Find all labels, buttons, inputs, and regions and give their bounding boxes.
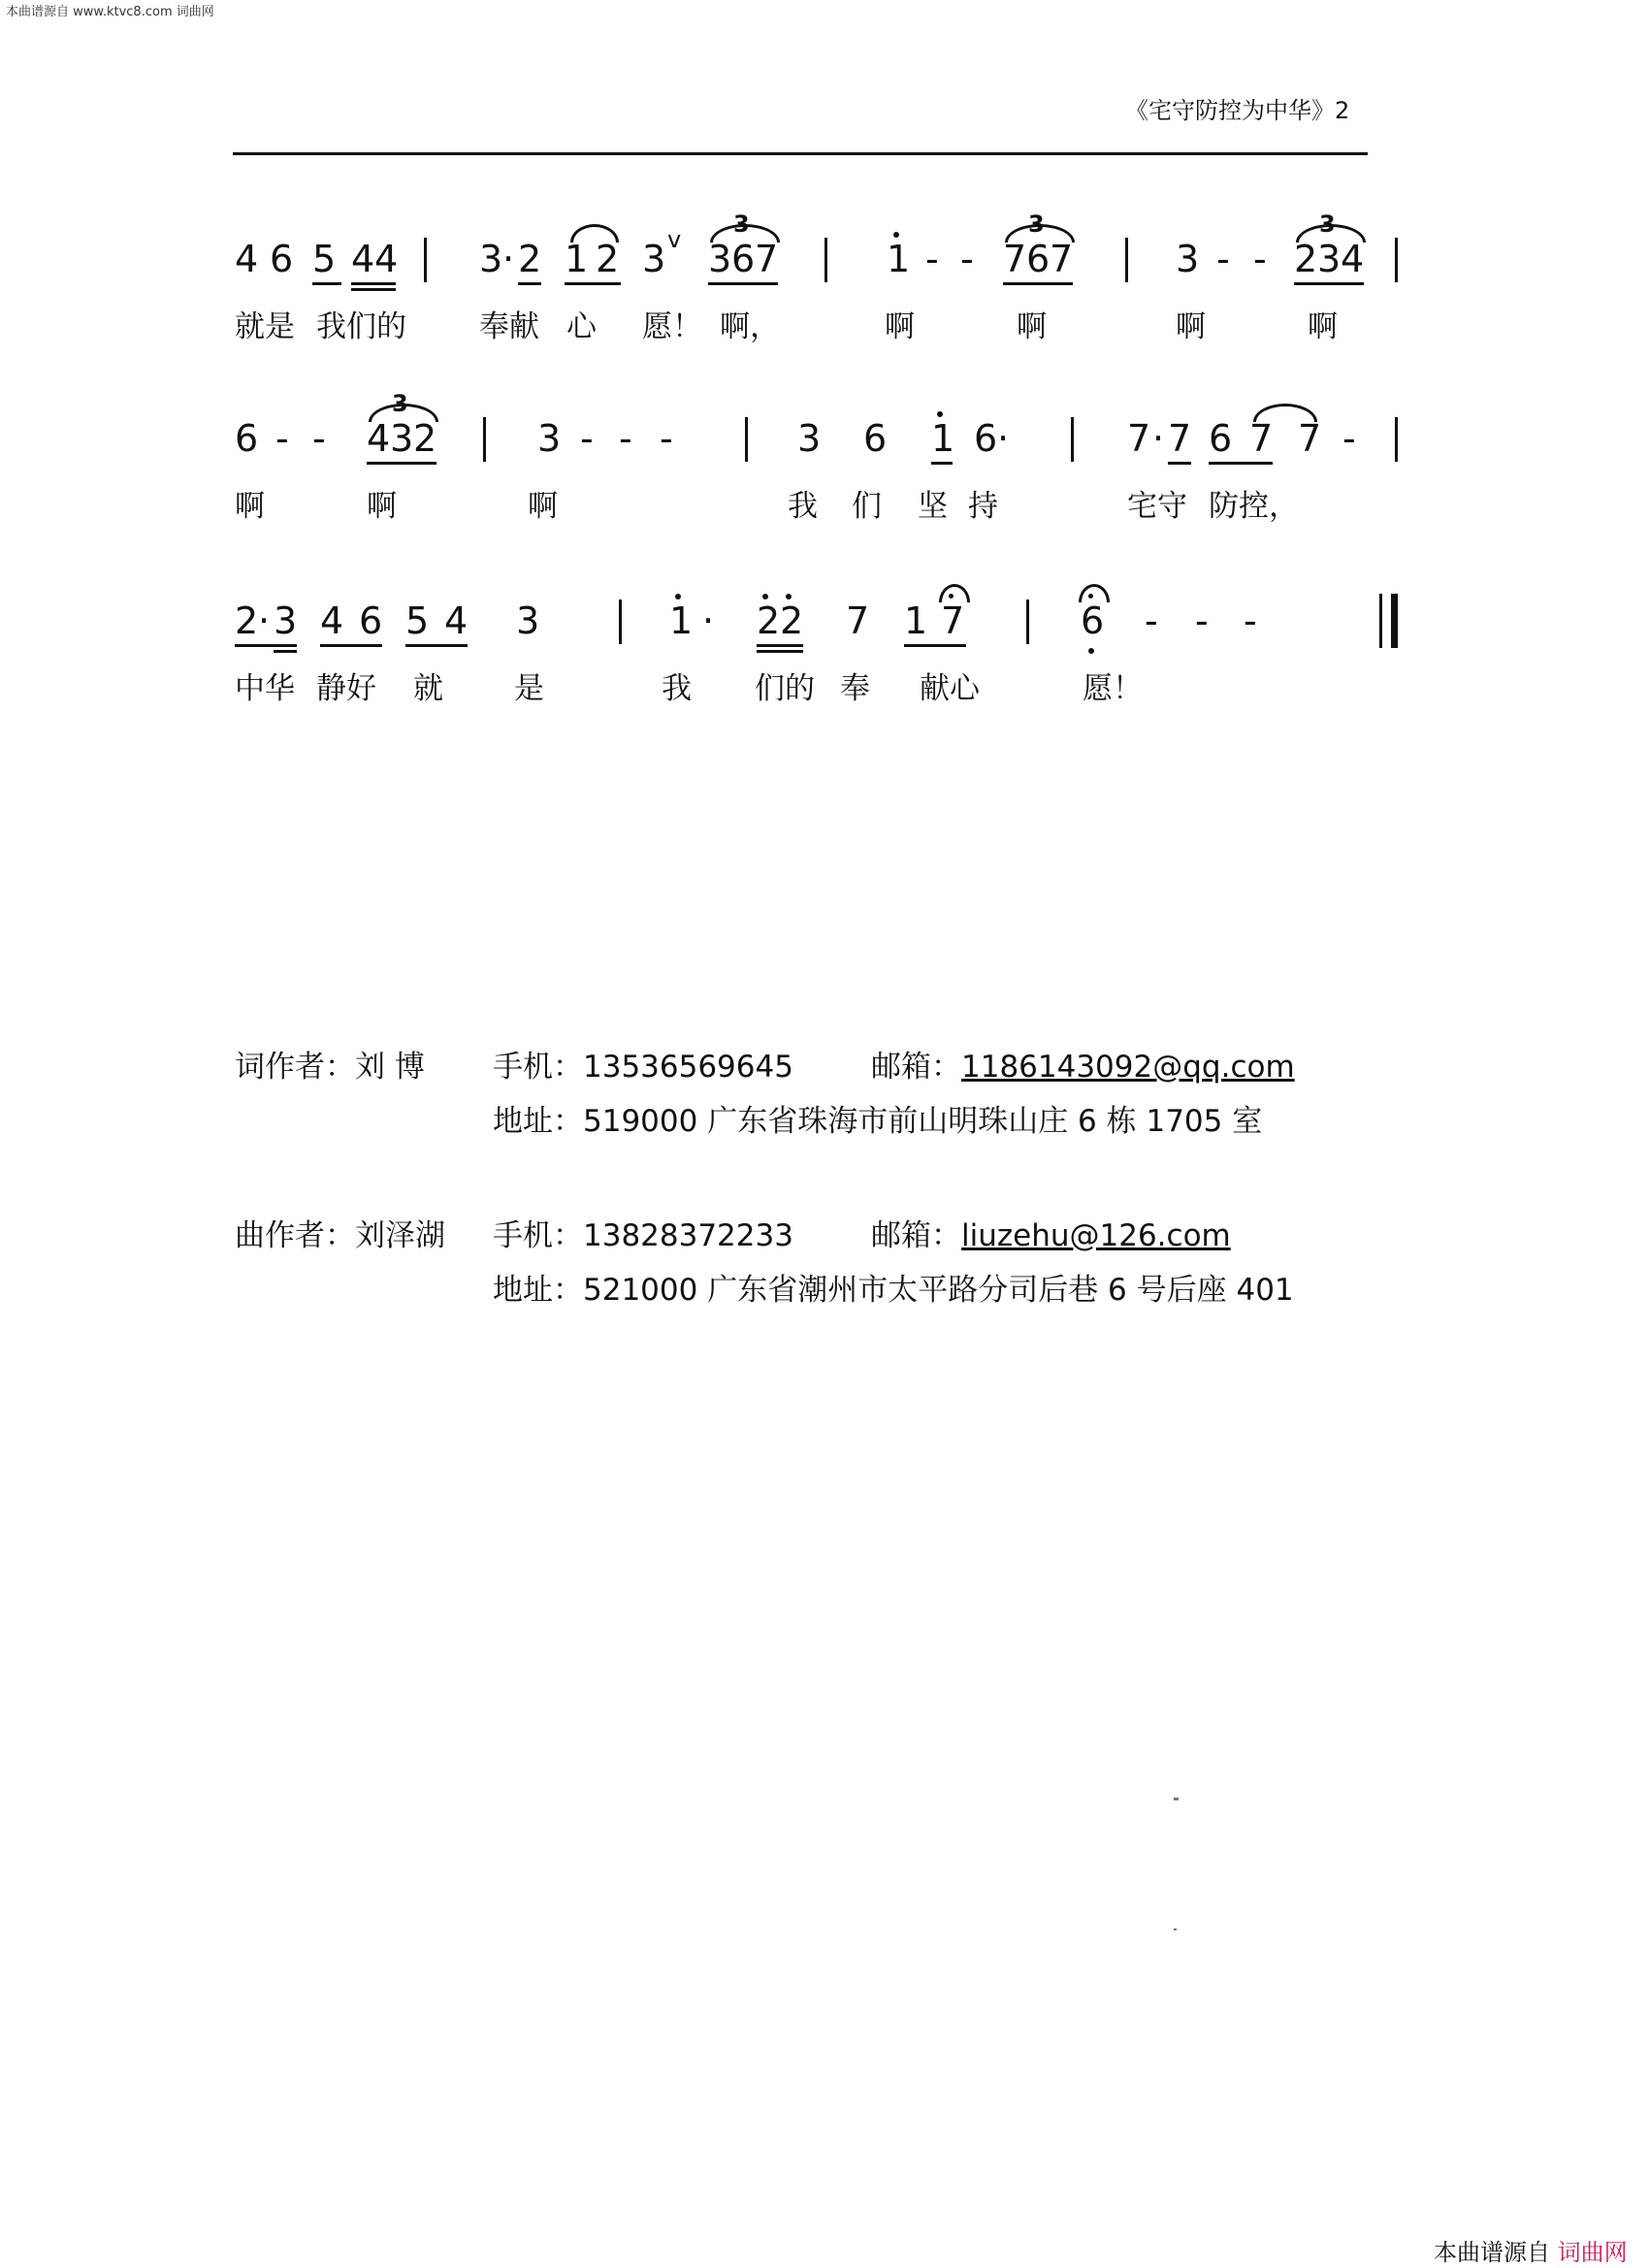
composer-role-label: 曲作者： (235, 1218, 355, 1253)
header-rule (233, 152, 1368, 155)
composer-email-label: 邮箱： (871, 1218, 961, 1253)
composer-address-label: 地址： (493, 1273, 583, 1308)
lyricist-email (871, 1042, 1295, 1085)
lyricist-phone-label: 手机： (493, 1050, 583, 1085)
lyricist-address-label: 地址： (493, 1104, 583, 1139)
composer-address-value: 521000 广东省潮州市太平路分司后巷 6 号后座 401 (583, 1273, 1294, 1308)
lyrics-row-2 (235, 481, 711, 525)
lyricist-role-label: 词作者： (235, 1050, 355, 1085)
composer-email-link[interactable]: liuzehu@126.com (961, 1218, 1231, 1253)
watermark-bottom-site[interactable]: 词曲网 (1557, 2239, 1628, 2266)
composer-phone-value: 13828372233 (583, 1218, 793, 1253)
score-row-2: 6 - - 4 3 2 3 - - - 3 6 1 6 · 7 · 7 6 7 7 - 3 啊 啊 啊 我 们 坚 持 宅守 防控， (235, 417, 1399, 514)
composer-email (871, 1211, 1231, 1254)
composer-phone-label: 手机： (493, 1218, 583, 1253)
lyricist-phone-value: 13536569645 (583, 1050, 793, 1085)
composer-name: 刘泽湖 (355, 1218, 445, 1253)
composer-address (493, 1265, 1294, 1309)
watermark-bottom (1434, 2233, 1628, 2267)
composer-phone (493, 1211, 793, 1254)
lyricist-address-value: 519000 广东省珠海市前山明珠山庄 6 栋 1705 室 (583, 1104, 1263, 1139)
score-row-3: 2 · 3 4 6 5 4 3 1 · 2 2 7 1 7 6 - - - 中华 静好 就 是 我 们的 奉 献心 愿！ (235, 599, 1399, 697)
page-header-title: 《宅守防控为中华》2 (1125, 97, 1350, 124)
lyricist-address (493, 1096, 1262, 1140)
watermark-top: 本曲谱源自 www.ktvc8.com 词曲网 (6, 5, 214, 19)
scan-speck (1174, 1928, 1177, 1930)
lyricist-name: 刘 博 (355, 1050, 425, 1085)
watermark-bottom-prefix: 本曲谱源自 (1434, 2239, 1550, 2266)
lyricist-email-link[interactable]: 1186143092@qq.com (961, 1050, 1295, 1085)
lyricist-phone (493, 1042, 793, 1085)
scan-speck (1174, 1798, 1179, 1800)
composer-line (235, 1211, 445, 1254)
lyricist-email-label: 邮箱： (871, 1050, 961, 1085)
lyrics-row-3 (235, 664, 775, 707)
lyrics-row-1 (235, 302, 851, 345)
score-row-1: 4 6 5 4 4 3 · 2 1 2 3 3 6 7 1 - - 7 6 7 3 - - 2 3 4 3 3 3 v 就是 我们的 奉献 心 愿！ 啊， 啊 啊 啊 啊 (235, 238, 1399, 335)
lyricist-line (235, 1042, 425, 1085)
